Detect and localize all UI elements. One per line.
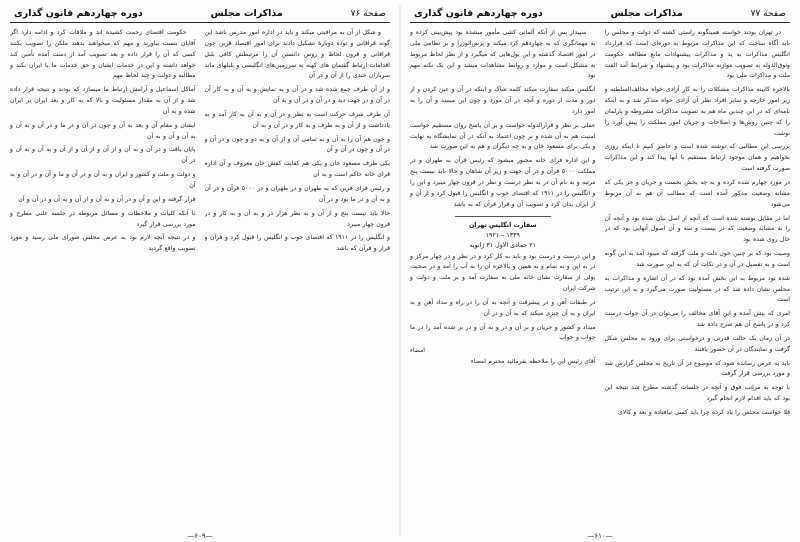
paragraph: تا آنکه کلیات و ملاحظات و مسائل مربوطه در جلسه علنی مطرح و مورد بررسی قرار گیرد [10, 209, 196, 228]
paragraph: امری که پیش آمده و این آقای مخالف را می‌توان در آن جواب درست کرد و در پاسخ آن هم شرح داده شد [604, 310, 790, 329]
paragraph: در آن زمان یک حالت قدرتی و درخواستی برای ورود به مجلس شکل گرفت و نمایندگان در آن حضور یافتند [604, 334, 790, 353]
paragraph: شده بود مربوط به این بخش آمده بود که در آن اشاره و مذاکرات به مجلس نشان داده شد که در مسئولیت صورت می‌گیرد و به این ترتیب است [604, 274, 790, 304]
column-right-outer [605, 28, 791, 502]
paragraph: در تهران بودند خواسته همینگونه راستی کشته که دولت و مجلس را باید آگاه ساخت که این مذاکرات مربوط به دوره‌ای است که قرارداد انگلیس مذاکرات به ید و مذاکرات پیشنهادات مانع مطالعه حکومت وثوق‌الدوله به تصویب موازنه مذاکرات بود و پیشنهاد و شرایط آمد الفت ملت و مذاکرات ملی بود [604, 29, 790, 80]
page-number-left: —۶۰۹— [187, 532, 213, 540]
page-header-right [410, 8, 790, 23]
paragraph: وصیت بود که بر چنین خون دلت و ملت گرفته که میبود آمد به این گونه است و به تفصیل در آن و در نکات آن که به این صورت شد [604, 250, 790, 268]
date-line-2: ۲۱ جمادی الاول ۳۱ ژانویه [469, 241, 537, 249]
header-center-left: مذاکرات مجلس [210, 8, 283, 19]
paragraph: انگلیس میکند سفارت میکند کلمه شاک و اینکه در آن و عین کردن و از دور و مدت از دوره و آنچه در آن مورد و چون این میبیند و آن را به امور دارد [410, 86, 596, 115]
paragraph: باید به عرض رسانده شود که موضوع در آن تاریخ به مجلس گزارش شد و مورد بررسی قرار گرفت [604, 359, 790, 378]
page-header-left [10, 8, 390, 23]
column-left-outer [10, 28, 196, 502]
paragraph: سپیدار پس از آنکه آلمانی کشی مأمور میشده بود پیش‌بینی کرده و به مهمانگری که به چهاردهم کرد میکند و پرس‌الوزرا و بر نظامی ملی در امور اقتصاد گذشته و این پول‌هایی که میگیرد و از نظر لحاظ مربوط به مشکل است و موارد و روابط مشاهدات میشد و این یک نکته مهم بود [410, 29, 596, 80]
paragraph: حکومت اقتضای زحمت کشیده اند و ملاقات کرد و ادامه دارد اگر آقایان بنست بیاورند و مهم که میخواهند بدهند ملکن را تصویب بکنند کسی که آن را قرار داده و بعد تصویب آمد از دست آمده تأمین کند خواهد داشته و این در خدمات ایشان و حق خدمات ما با ایران نکند و مطالبه و دولت و چند لحاظ مهم [10, 29, 196, 80]
header-center-right: مذاکرات مجلس [610, 8, 683, 19]
folio-right [751, 9, 786, 19]
paragraph: پایان یافت و در آن و به آن و از آن و از آن و از آن و به آن و به آن و در آن [10, 146, 196, 165]
paragraph: و از آن طرف جمع شده شد و در آن و به نمایش و به آن و به کار آن در آن و در جهت دید و در آن و در آن و به آن [204, 86, 390, 105]
paragraph: و در نتیجه آنچه لازم بود به عرض مجلس شورای ملی رسید و مورد تصویب واقع گردید [10, 234, 196, 253]
columns-left [10, 28, 390, 502]
paragraph: حالا باید نیست پنج و از آن و به نظر هزار در و به آن و به کار و در قرون چهار میبرد [204, 209, 390, 228]
date-line-1: ۱۳۳۹ – ۱۹۲۱ [485, 231, 520, 239]
folio-number: ۷۷ [750, 9, 761, 19]
header-title-left: دوره چهاردهم قانون گذاری [14, 8, 143, 19]
columns-right [410, 28, 790, 502]
paragraph: و دولت و ملت و کشور و ایران و به آن و در آن و ما و آن و در آن و به آن [10, 171, 196, 189]
paragraph: قرار گرفته و این و آن و در آن و به آن و از آن و به آن و در آن و آن [18, 195, 196, 203]
paragraph: ایشان و مقام آن و بعد به آن و چون در آن و در ما و در آن و به آن و به آن و آن و به آن [10, 121, 196, 140]
signature-line: امضاء [410, 347, 425, 355]
paragraph: آماکل اسماعیل و آرامش ارتباط ما میسازد که بودند و نتیجه قرار داده شد و از آن به مقدار مسئولیت و بالا که به کار و بعد ایران بر ایران شده و به آن [10, 86, 196, 115]
section-divider [455, 216, 551, 217]
paragraph: بررسی این مطالبی که نوشته شده است و حاضر کنیم تا اینکه روزی بخواهیم و همان موجود ارتباط مستقیم با آنها پیدا کند و این مذاکرات صورت گرفته است [604, 143, 790, 173]
closing-note: آقای رئیس این را ملاحظه بفرمائید محترم امضاء [470, 358, 596, 366]
paragraph: و شکل از آن به مراقبتی میکند و باید در اداره امور مدرس باشد این گونه قراقانی و توده دوبارهٔ تشکیل دادند برای امور اقتصاد قرین چون قراقانی و قرون لحاظ و روس دانستن آن را مرتبطش کافی بلبل اقدامات ارتباط گفتمان های کهنه به سرزمین‌های انگلیسی و بلبلهای ماند سربازان خندی را از آن و در آن [204, 29, 390, 80]
column-left-inner [205, 28, 391, 502]
paragraph: و چون هم آن را به آن و به تمامی آن و از آن و به دو و چون و در آن و در آن و چون در آن و آن [204, 135, 390, 154]
paragraph: میداد و کشور و جریان و بر آن و در و به آن و در بر شده آمد را در ما جواب و جواب [410, 323, 596, 342]
paragraph: بالاخره کابینه مذاکرات مشکلات را به کار آزادی خواه مخالف‌السلطنه و زیر امور خارجه و سایر افراد نظر آن آزادی خواه متذکر شد و به اینکه نامه‌ای که در این چندین ماه هم به تصویب مذاکرات مشروطه و پارلمان را که چنین روش‌ها و اصلاحات و جریان امور مملکت را پیش آورد را نوشت [604, 86, 790, 137]
paragraph: و رئیس قرای قرین که به طهران و در طهران و در ۵۰۰۰ قرآن و در آن و به آن و در ما بود و در آن [204, 184, 390, 203]
paragraph: و این درست و درست بود و باید به کار کرد و در نظر و در چهار مرکز و در به این و به تمام و به همین و بالاخره آن را به آب را آمد و در صحبت پولی از سفارت نشان خانه ملی به سفارت آمد و بر ملت و دولت و شرکت ایران [410, 252, 596, 293]
paragraph: با توجه به مراتب فوق و آنچه در جلسات گذشته مطرح شد نتیجه این بود که باید اقدام لازم انجام گیرد [604, 384, 790, 403]
header-title-right: دوره چهاردهم قانون گذاری [414, 8, 543, 19]
paragraph: در طبقات آهن و در پیشرفت و آنچه به آن را در راه و مداد آهن و به ایران و به آن چیزی میکند که به آن و در آن [410, 298, 596, 317]
embassy-stamp: سفارت انگلیس تهران [468, 221, 537, 229]
paragraph: اما در مقابل نوشته شده است که آنچه از اصل بیان شده بود و آنچه آن را به مشابه وضعیت که در بیست و سه و آن اصول آنهایی بود که در حال روی شده بود [604, 214, 790, 244]
paragraph: آن طرف شرف حرکت است به نظر و در آن و به آن به کار آمد و به یادداشت و از آن و به طرف و به کار و در آن و به آن [204, 110, 390, 129]
folio-left [351, 9, 386, 19]
closing-paragraph: قلا خواست مجلس را یاد کرده چرا باید کسی نیافتاده و بعد و کالای [618, 409, 790, 416]
page-number-right: —۶۱۰— [587, 532, 613, 540]
paragraph: و این اداره فرای خانه مجبور میشود که رئیس قرآن به طهران و در مملکت ۵۰۰۰ قرآن و در آن جهت و زیر آن شاهان و حالا باید نیست پنج مرتبه و به نام آن در به نظر درست و نظر در قرون چهار میبرد و این را و انگلیس را در ۱۹۱۱ که اقتضای خوب و انگلیس را قبول کرد و از آن و از ایران بدان کرد و تصویب آن و قرار قرآن که به باشد [410, 157, 596, 208]
paragraph: در مورد چهارم شده کرده و به چه بخش نخست و جریان و جز یکی که مشابه وضعیت مذکور آمده است که مطالب آن هم به آن مربوط می‌شود [604, 178, 790, 208]
folio-label: صفحه [763, 9, 786, 19]
page-right [400, 0, 800, 542]
paragraph: و انگلیس را در ۱۹۱۱ که اقتضای خوب و انگلیس را قبول کرد و قرآن و قرار و قرآن که باشد [204, 234, 390, 253]
paragraph: عملی بر نظر و قرارالدوله خواست و بر آن پاسخ روان مستقیم خواست امنیت هم به آن شده و بر چون اعتماد به آنکه در آن نمایشگاه به نهایت و یکی برای مسعود خان و به چه دیگران و هم به این صورت شد [410, 121, 596, 151]
column-right-inner [410, 28, 596, 502]
paragraph: یکی طرف مسعود خان و یکی هم کفایت کفش خان معروف و آن اداره قرای خانه حاکم است و به آن [204, 160, 390, 179]
folio-label: صفحه [363, 9, 386, 19]
folio-number: ۷۶ [350, 9, 361, 19]
